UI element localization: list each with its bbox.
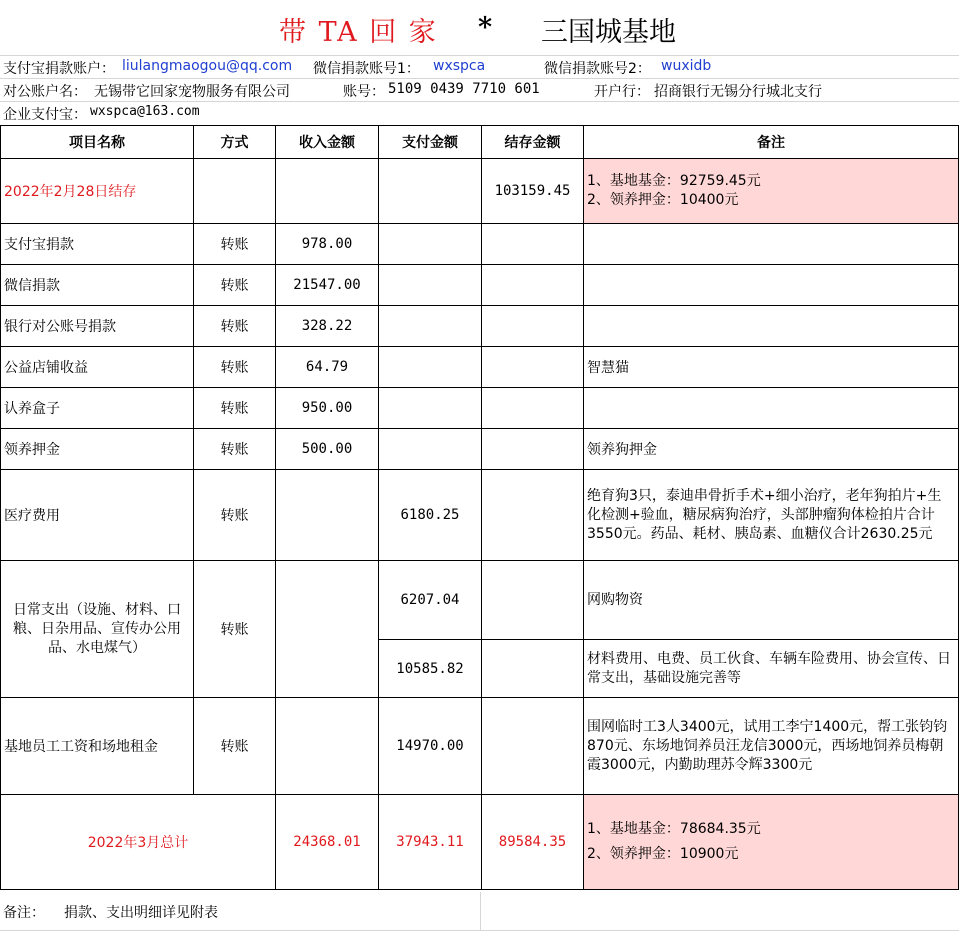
row-remark: 智慧猫 <box>584 347 959 388</box>
total-balance: 89584.35 <box>482 795 584 890</box>
medical-pay: 6180.25 <box>379 470 482 561</box>
opening-balance: 103159.45 <box>482 159 584 224</box>
table-row <box>1 429 959 470</box>
daily-remark-1: 网购物资 <box>584 561 959 640</box>
daily-row-1 <box>1 561 959 640</box>
row-item: 支付宝捐款 <box>1 224 194 265</box>
wechat1-label: 微信捐款账号1： <box>313 61 420 77</box>
alipay-label: 支付宝捐款账户： <box>3 61 115 77</box>
title-main: 带 TA 回 家 <box>279 17 438 48</box>
header-row <box>1 126 959 159</box>
row-income: 978.00 <box>276 224 379 265</box>
col-method: 方式 <box>194 126 276 159</box>
row-method: 转账 <box>194 224 276 265</box>
alipay-account: liulangmaogou@qq.com <box>122 58 293 74</box>
row-income: 21547.00 <box>276 265 379 306</box>
row-remark <box>584 224 959 265</box>
corp-alipay-label: 企业支付宝： <box>3 107 87 123</box>
col-pay: 支付金额 <box>379 126 482 159</box>
title-star: * <box>478 12 493 43</box>
total-item: 2022年3月总计 <box>1 795 276 890</box>
opening-row <box>1 159 959 224</box>
wechat1-account: wxspca <box>433 58 486 74</box>
account-row-2 <box>0 79 959 101</box>
row-remark: 领养狗押金 <box>584 429 959 470</box>
col-balance: 结存金额 <box>482 126 584 159</box>
bank-name: 招商银行无锡分行城北支行 <box>654 84 822 100</box>
row-remark <box>584 388 959 429</box>
bank-label: 开户行： <box>594 84 650 100</box>
opening-remark-deposit: 2、领养押金：10400元 <box>587 192 739 208</box>
corp-name-label: 对公账户名： <box>3 84 87 100</box>
row-method: 转账 <box>194 306 276 347</box>
daily-pay-1: 6207.04 <box>379 561 482 640</box>
daily-item: 日常支出（设施、材料、口粮、日杂用品、宣传办公用品、水电煤气） <box>1 561 194 698</box>
wages-pay: 14970.00 <box>379 698 482 795</box>
total-remark <box>584 795 959 890</box>
wages-remark: 围网临时工3人3400元，试用工李宁1400元，帮工张钧钧870元、东场地饲养员汪龙信3000元，西场地饲养员梅朝霞3000元，内勤助理苏令辉3300元 <box>584 698 959 795</box>
row-remark <box>584 265 959 306</box>
col-income: 收入金额 <box>276 126 379 159</box>
row-income: 500.00 <box>276 429 379 470</box>
medical-method: 转账 <box>194 470 276 561</box>
medical-item: 医疗费用 <box>1 470 194 561</box>
wages-row <box>1 698 959 795</box>
wages-method: 转账 <box>194 698 276 795</box>
account-number-label: 账号： <box>343 84 385 100</box>
row-income: 950.00 <box>276 388 379 429</box>
row-method: 转账 <box>194 388 276 429</box>
total-income: 24368.01 <box>276 795 379 890</box>
table-row <box>1 224 959 265</box>
title-row <box>0 0 959 56</box>
row-item: 微信捐款 <box>1 265 194 306</box>
table-row <box>1 265 959 306</box>
corp-alipay: wxspca@163.com <box>90 104 200 119</box>
account-row-3 <box>0 102 959 124</box>
table-row <box>1 388 959 429</box>
ledger-table <box>0 125 959 890</box>
wechat2-label: 微信捐款账号2： <box>544 61 651 77</box>
total-remark-deposit: 2、领养押金：10900元 <box>587 846 739 862</box>
table-row <box>1 347 959 388</box>
wages-item: 基地员工工资和场地租金 <box>1 698 194 795</box>
title-base: 三国城基地 <box>541 17 676 48</box>
total-row <box>1 795 959 890</box>
row-item: 认养盒子 <box>1 388 194 429</box>
row-income: 328.22 <box>276 306 379 347</box>
col-remark: 备注 <box>584 126 959 159</box>
total-pay: 37943.11 <box>379 795 482 890</box>
account-number: 5109 0439 7710 601 <box>388 81 540 97</box>
row-item: 银行对公账号捐款 <box>1 306 194 347</box>
footer-note <box>0 892 959 931</box>
medical-row <box>1 470 959 561</box>
daily-method: 转账 <box>194 561 276 698</box>
medical-remark: 绝育狗3只，泰迪串骨折手术+细小治疗，老年狗拍片+生化检测+验血，糖尿病狗治疗，头部肿瘤狗体检拍片合计3550元。药品、耗材、胰岛素、血糖仪合计2630.25元 <box>584 470 959 561</box>
col-item: 项目名称 <box>1 126 194 159</box>
row-method: 转账 <box>194 265 276 306</box>
row-method: 转账 <box>194 429 276 470</box>
row-item: 领养押金 <box>1 429 194 470</box>
row-remark <box>584 306 959 347</box>
wechat2-account: wuxidb <box>661 58 712 74</box>
corp-name: 无锡带它回家宠物服务有限公司 <box>94 84 290 100</box>
account-row-1 <box>0 56 959 78</box>
opening-remark <box>584 159 959 224</box>
total-remark-fund: 1、基地基金：78684.35元 <box>587 821 761 837</box>
footer-text: 捐款、支出明细详见附表 <box>64 905 218 921</box>
opening-item: 2022年2月28日结存 <box>1 159 194 224</box>
footer-label: 备注： <box>3 905 45 921</box>
opening-remark-fund: 1、基地基金：92759.45元 <box>587 173 761 189</box>
row-item: 公益店铺收益 <box>1 347 194 388</box>
daily-pay-2: 10585.82 <box>379 640 482 698</box>
row-method: 转账 <box>194 347 276 388</box>
row-income: 64.79 <box>276 347 379 388</box>
daily-remark-2: 材料费用、电费、员工伙食、车辆车险费用、协会宣传、日常支出，基础设施完善等 <box>584 640 959 698</box>
table-row <box>1 306 959 347</box>
